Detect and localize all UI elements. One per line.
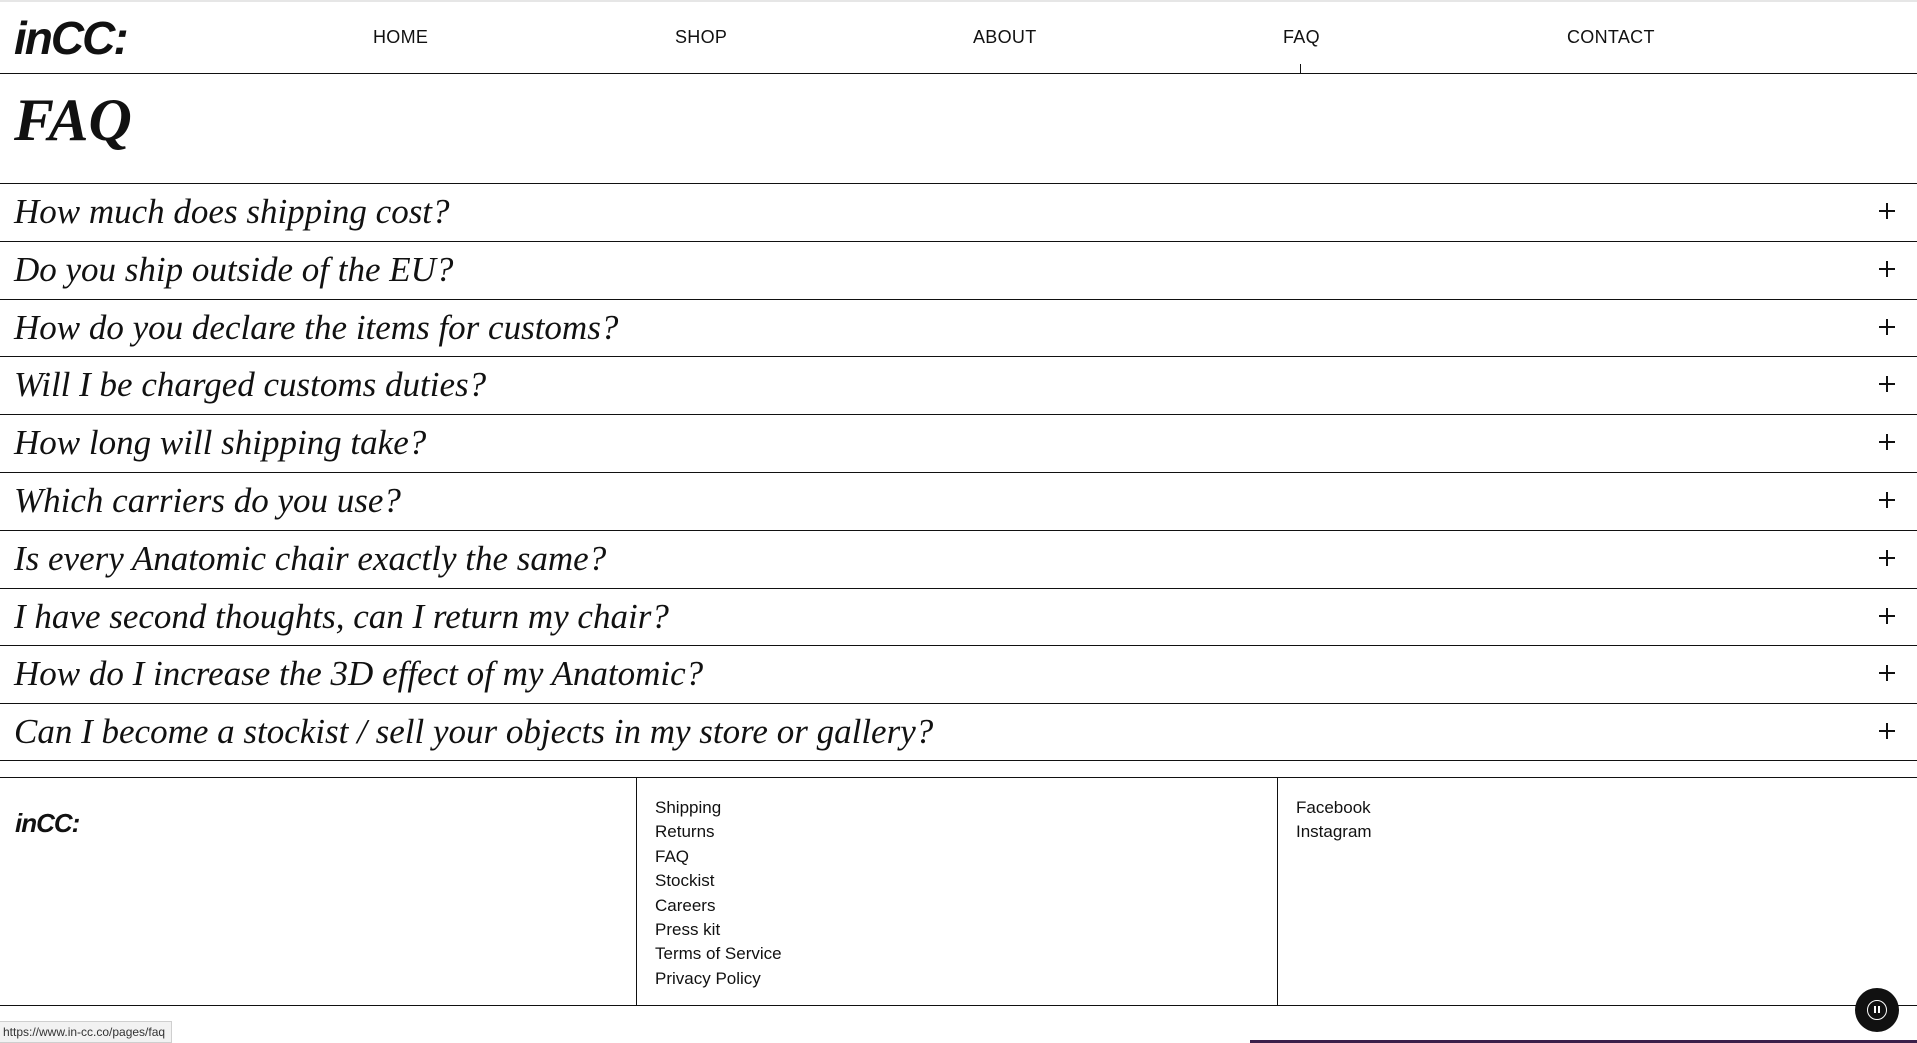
pause-circle-icon	[1867, 1000, 1887, 1020]
footer-logo[interactable]: inCC:	[15, 808, 80, 838]
nav-about[interactable]: ABOUT	[973, 27, 1037, 47]
nav-faq[interactable]: FAQ	[1283, 27, 1320, 47]
faq-question: Can I become a stockist / sell your objects in my store or gallery?	[14, 712, 934, 752]
site-header	[0, 2, 1917, 74]
site-footer	[0, 777, 1917, 1006]
faq-question: Which carriers do you use?	[14, 480, 401, 520]
faq-item[interactable]	[0, 645, 1917, 703]
nav-contact[interactable]: CONTACT	[1567, 27, 1655, 47]
page-title: FAQ	[14, 87, 132, 153]
footer-link-privacy[interactable]: Privacy Policy	[655, 968, 761, 988]
footer-link-returns[interactable]: Returns	[655, 822, 715, 842]
faq-question: Is every Anatomic chair exactly the same?	[14, 538, 607, 578]
faq-item[interactable]	[0, 241, 1917, 299]
floating-pause-button[interactable]	[1855, 988, 1899, 1032]
faq-question: Will I be charged customs duties?	[14, 365, 487, 405]
plus-icon[interactable]	[1877, 548, 1897, 568]
faq-question: How much does shipping cost?	[14, 192, 450, 231]
faq-item[interactable]	[0, 472, 1917, 530]
plus-icon[interactable]	[1877, 606, 1897, 626]
plus-icon[interactable]	[1877, 432, 1897, 452]
plus-icon[interactable]	[1877, 201, 1897, 221]
footer-link-faq[interactable]: FAQ	[655, 846, 690, 866]
footer-link-shipping[interactable]: Shipping	[655, 798, 722, 817]
faq-item[interactable]	[0, 588, 1917, 646]
footer-link-terms[interactable]: Terms of Service	[655, 944, 782, 964]
plus-icon[interactable]	[1877, 259, 1897, 279]
footer-social-links	[1296, 796, 1372, 845]
footer-info-column	[636, 778, 1277, 1005]
plus-icon[interactable]	[1877, 317, 1897, 337]
footer-link-instagram[interactable]: Instagram	[1296, 822, 1372, 842]
faq-question: I have second thoughts, can I return my chair?	[14, 596, 669, 636]
browser-status-url: https://www.in-cc.co/pages/faq	[0, 1021, 172, 1043]
faq-item[interactable]	[0, 356, 1917, 414]
nav-shop[interactable]: SHOP	[675, 27, 728, 47]
footer-info-links	[655, 796, 782, 991]
faq-item[interactable]	[0, 530, 1917, 588]
faq-item[interactable]	[0, 183, 1917, 241]
faq-question: How do I increase the 3D effect of my Anatomic?	[14, 654, 704, 694]
plus-icon[interactable]	[1877, 374, 1897, 394]
footer-link-facebook[interactable]: Facebook	[1296, 798, 1371, 817]
nav-home[interactable]: HOME	[373, 27, 429, 47]
faq-item[interactable]	[0, 299, 1917, 357]
footer-link-stockist[interactable]: Stockist	[655, 871, 715, 891]
footer-social-column	[1277, 778, 1917, 1005]
faq-list	[0, 183, 1917, 761]
footer-link-press-kit[interactable]: Press kit	[655, 919, 721, 939]
plus-icon[interactable]	[1877, 490, 1897, 510]
faq-question: How long will shipping take?	[14, 423, 427, 463]
plus-icon[interactable]	[1877, 663, 1897, 683]
footer-brand-column	[0, 778, 636, 1005]
faq-item[interactable]	[0, 414, 1917, 472]
faq-item[interactable]	[0, 703, 1917, 761]
faq-question: Do you ship outside of the EU?	[14, 249, 454, 289]
active-nav-indicator	[1300, 64, 1301, 74]
faq-question: How do you declare the items for customs?	[14, 307, 619, 347]
plus-icon[interactable]	[1877, 721, 1897, 741]
logo[interactable]: inCC:	[14, 12, 127, 64]
footer-link-careers[interactable]: Careers	[655, 895, 716, 915]
